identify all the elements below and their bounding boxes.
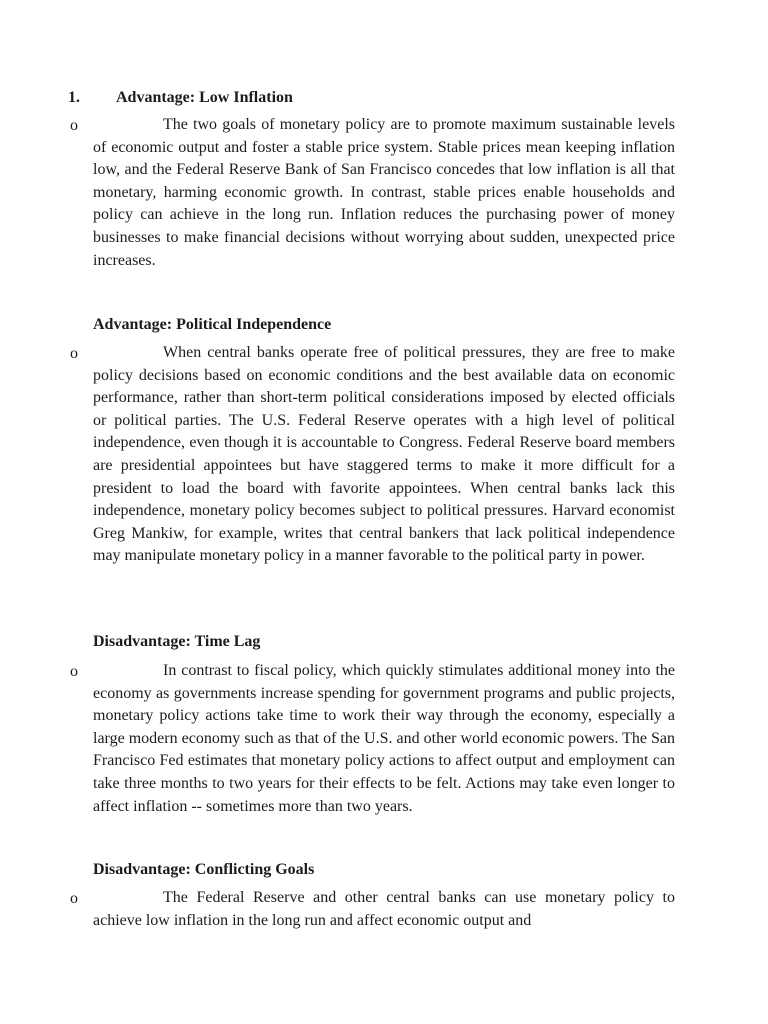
paragraph-low-inflation: The two goals of monetary policy are to promote maximum sustainable levels of economic output and foster a stable price system. Stable prices mean keeping inflation low, and the Federal Reserve Bank of San Francisco concedes that low inflation is all that monetary, harming economic growth. In contrast, stable prices enable households and policy can achieve in the long run. Inflation reduces the purchasing power of money businesses to make financial decisions without worrying about sudden, unexpected price increases. bbox=[93, 116, 675, 269]
section-number: 1. bbox=[68, 89, 80, 106]
bullet-marker: o bbox=[70, 117, 78, 134]
section-heading-low-inflation bbox=[68, 87, 293, 109]
bullet-marker: o bbox=[70, 890, 78, 907]
paragraph-conflicting-goals: The Federal Reserve and other central banks can use monetary policy to achieve low inflation in the long run and affect economic output and bbox=[93, 889, 675, 929]
section-heading-time-lag: Disadvantage: Time Lag bbox=[93, 633, 261, 650]
section-heading-conflicting-goals: Disadvantage: Conflicting Goals bbox=[93, 861, 315, 878]
section-heading-text: Advantage: Low Inflation bbox=[116, 89, 293, 106]
paragraph-political-independence: When central banks operate free of political pressures, they are free to make policy decisions based on economic conditions and the best available data on economic performance, rather than short-term political considerations imposed by elected officials or political parties. The U.S. Federal Reserve operates with a high level of political independence, even though it is accountable to Congress. Federal Reserve board members are presidential appointees but have staggered terms to make it more difficult for a president to load the board with favorite appointees. When central banks lack this independence, monetary policy becomes subject to political pressures. Harvard economist Greg Mankiw, for example, writes that central bankers that lack political independence may manipulate monetary policy in a manner favorable to the political party in power. bbox=[93, 344, 675, 565]
paragraph-time-lag: In contrast to fiscal policy, which quickly stimulates additional money into the economy as governments increase spending for government programs and public projects, monetary policy actions take time to work their way through the economy, especially a large modern economy such as that of the U.S. and other world economic powers. The San Francisco Fed estimates that monetary policy actions to affect output and employment can take three months to two years for their effects to be felt. Actions may take even longer to affect inflation -- sometimes more than two years. bbox=[93, 662, 675, 815]
section-heading-political-independence: Advantage: Political Independence bbox=[93, 316, 332, 333]
bullet-marker: o bbox=[70, 345, 78, 362]
bullet-marker: o bbox=[70, 663, 78, 680]
